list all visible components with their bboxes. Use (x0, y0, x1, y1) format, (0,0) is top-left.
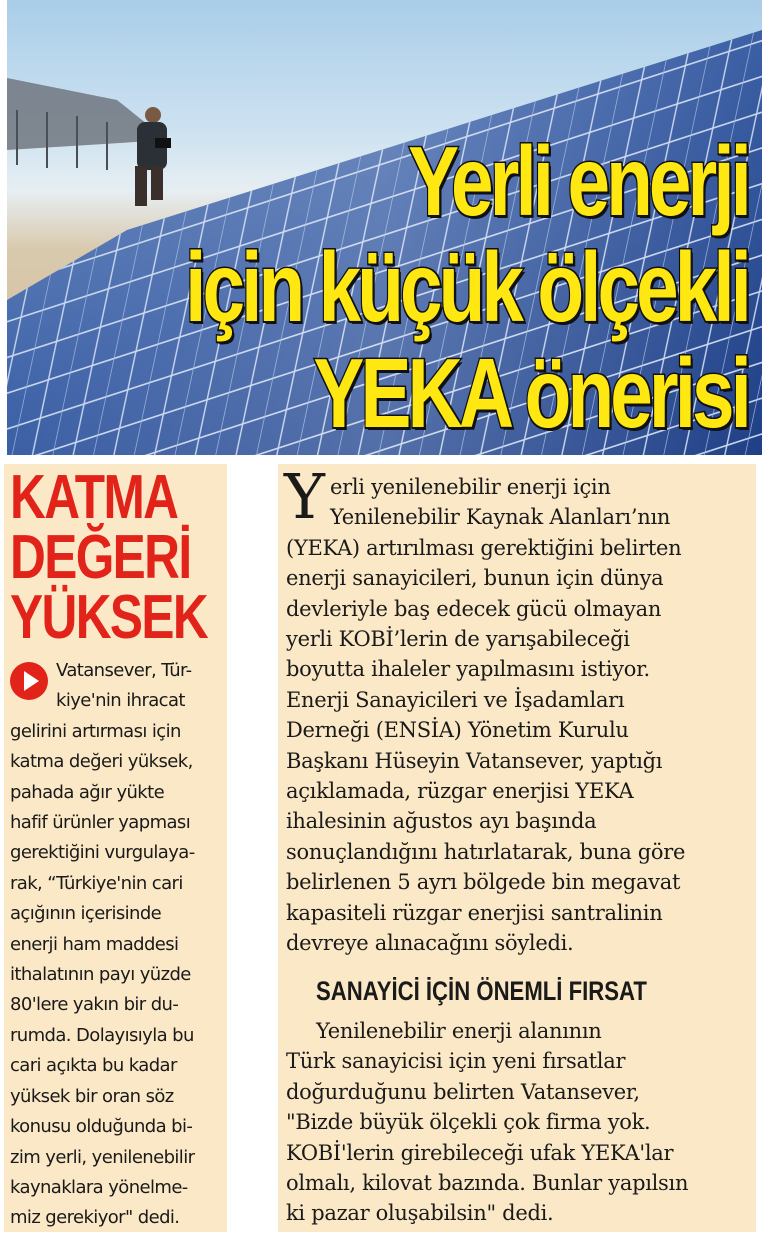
article-line: Başkanı Hüseyin Vatansever, yaptığı (286, 748, 663, 773)
article-line: "Bizde büyük ölçekli çok firma yok. (286, 1110, 651, 1135)
article-subheading: SANAYİCİ İÇİN ÖNEMLİ FIRSAT (316, 976, 647, 1006)
article-line: belirlenen 5 ayrı bölgede bin megavat (286, 870, 681, 895)
article-line: ki pazar oluşabilsin" dedi. (286, 1201, 554, 1226)
sidebar-box (4, 464, 227, 1232)
article-line: açıklamada, rüzgar enerjisi YEKA (286, 779, 634, 804)
article-line: doğurduğunu belirten Vatansever, (286, 1079, 640, 1104)
sidebar-line: yüksek bir oran söz (10, 1085, 174, 1107)
article-line: Yenilenebilir Kaynak Alanları’nın (330, 505, 671, 530)
headline (171, 128, 748, 446)
article-line: Yenilenebilir enerji alanının (316, 1019, 602, 1043)
headline-line: Yerli enerji (408, 126, 748, 236)
article-line: erli yenilenebilir enerji için (330, 475, 611, 499)
article-line: Türk sanayicisi için yeni fırsatlar (286, 1049, 626, 1074)
sidebar-line: enerji ham maddesi (10, 933, 179, 955)
article-line: Enerji Sanayicileri ve İşadamları (286, 687, 625, 712)
sidebar-line: miz gerekiyor" dedi. (10, 1207, 180, 1229)
sidebar-text (10, 656, 224, 1234)
article-line: (YEKA) artırılması gerektiğini belirten (286, 535, 682, 560)
sidebar-line: katma değeri yüksek, (10, 751, 193, 773)
sidebar-line: gerektiğini vurgulaya- (10, 842, 195, 864)
sidebar-line: pahada ağır yükte (10, 781, 165, 803)
article-line: devreye alınacağını söyledi. (286, 931, 574, 956)
headline-line: YEKA önerisi (313, 338, 748, 448)
sidebar-line: rumda. Dolayısıyla bu (10, 1024, 194, 1046)
hero-photo (7, 0, 762, 455)
article-body (278, 460, 756, 1232)
article-line: enerji sanayicileri, bunun için dünya (286, 566, 664, 591)
sidebar-line: rak, “Türkiye'nin cari (10, 872, 183, 894)
sidebar-line: cari açıkta bu kadar (10, 1055, 177, 1077)
sidebar-heading-line: DEĞERİ (10, 523, 191, 592)
sidebar-heading-line: KATMA (10, 463, 178, 532)
drop-cap: Y (284, 460, 325, 533)
article-line: kapasiteli rüzgar enerjisi santralinin (286, 900, 663, 925)
article-line: boyutta ihaleler yapılmasını istiyor. (286, 657, 650, 682)
article-line: Derneği (ENSİA) Yönetim Kurulu (286, 718, 629, 743)
sidebar-line: açığının içerisinde (10, 903, 162, 925)
sidebar-line: hafif ürünler yapması (10, 812, 191, 834)
sidebar-line: kaynaklara yönelme- (10, 1176, 188, 1198)
article-line: KOBİ'lerin girebileceği ufak YEKA'lar (286, 1140, 674, 1165)
article-line: sonuçlandığını hatırlatarak, buna göre (286, 839, 686, 864)
headline-line: için küçük ölçekli (185, 232, 749, 342)
article-line: yerli KOBİ’lerin de yarışabileceği (286, 627, 630, 652)
article-paragraph (286, 472, 754, 959)
sidebar-heading-line: YÜKSEK (10, 583, 208, 652)
sidebar-line: gelirini artırması için (10, 720, 181, 742)
sidebar-line: zim yerli, yenilenebilir (10, 1146, 195, 1168)
article-line: devleriyle baş edecek gücü olmayan (286, 596, 662, 621)
article-line: ihalesinin ağustos ayı başında (286, 809, 597, 834)
sidebar-line: 80'lere yakın bir du- (10, 994, 179, 1016)
sidebar-line: Vatansever, Tür- (56, 660, 192, 681)
sidebar-line: konusu olduğunda bi- (10, 1116, 193, 1138)
article-line: olmalı, kilovat bazında. Bunlar yapılsın (286, 1171, 689, 1196)
sidebar-heading (10, 463, 208, 652)
sidebar-line: ithalatının payı yüzde (10, 964, 191, 986)
article-paragraph-2 (286, 1016, 754, 1229)
sidebar-line: kiye'nin ihracat (56, 690, 185, 712)
